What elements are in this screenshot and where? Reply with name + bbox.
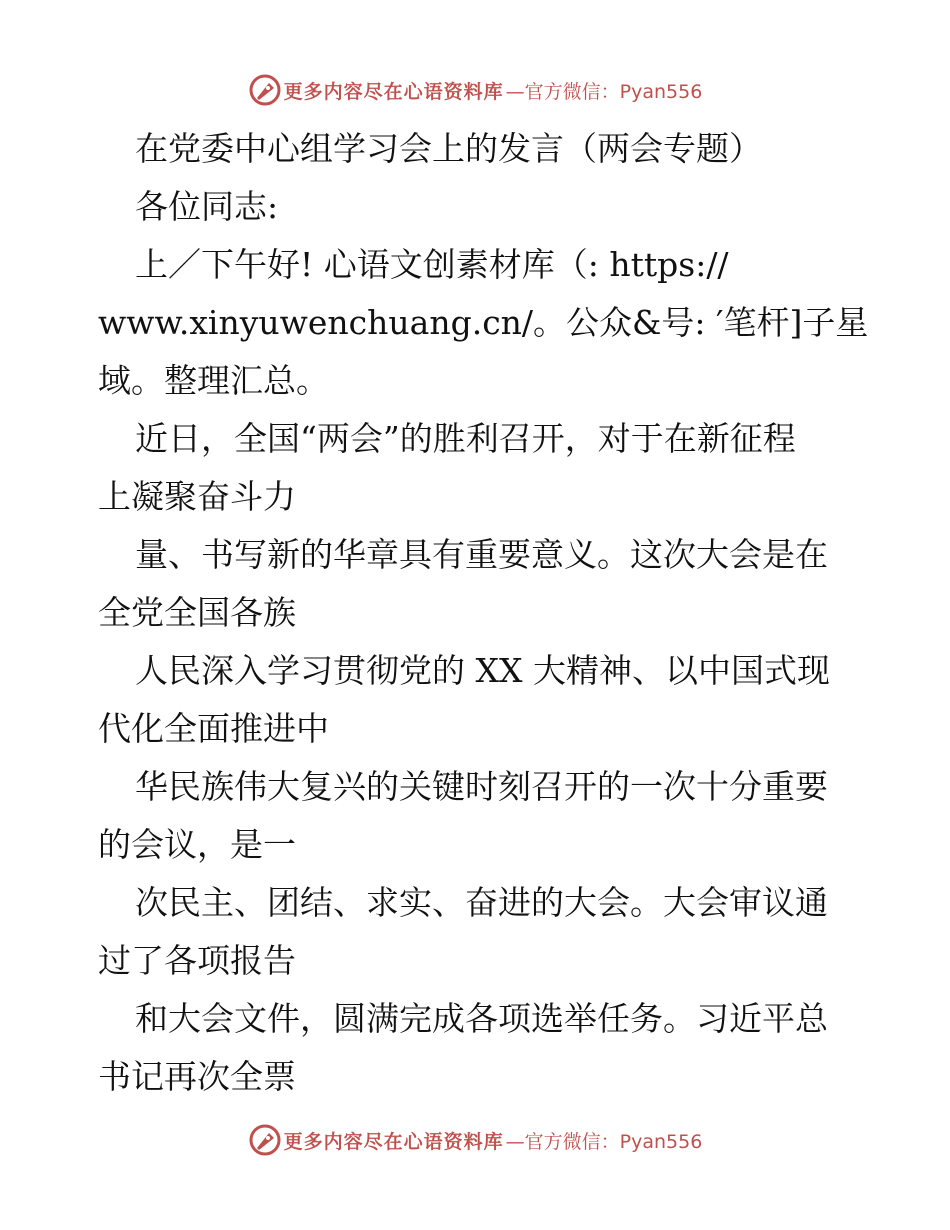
document-title: 在党委中心组学习会上的发言（两会专题） xyxy=(135,129,762,168)
paragraph-line: 人民深入学习贯彻党的 XX 大精神、以中国式现 xyxy=(135,651,830,690)
header-watermark xyxy=(0,70,950,110)
pen-nib-logo-icon xyxy=(248,1123,282,1157)
paragraph-line: 书记再次全票 xyxy=(98,1057,296,1096)
greeting: 各位同志: xyxy=(135,187,279,226)
paragraph-line: 次民主、团结、求实、奋进的大会。大会审议通 xyxy=(135,883,828,922)
paragraph-line: 过了各项报告 xyxy=(98,941,296,980)
watermark-brand-text: 更多内容尽在心语资料库 xyxy=(283,1130,504,1153)
paragraph-line: 全党全国各族 xyxy=(98,593,296,632)
intro-line: 域。整理汇总。 xyxy=(98,361,329,400)
intro-line: 上／下午好! 心语文创素材库（: https:// xyxy=(135,245,729,284)
pen-nib-logo-icon xyxy=(248,73,282,107)
paragraph-line: 上凝聚奋斗力 xyxy=(98,477,296,516)
paragraph-line: 近日，全国“两会”的胜利召开，对于在新征程 xyxy=(135,419,796,458)
paragraph-line: 的会议，是一 xyxy=(98,825,296,864)
paragraph-line: 量、书写新的华章具有重要意义。这次大会是在 xyxy=(135,535,828,574)
watermark-brand-text: 更多内容尽在心语资料库 xyxy=(283,80,504,103)
document-body xyxy=(98,120,869,1106)
paragraph-line: 华民族伟大复兴的关键时刻召开的一次十分重要 xyxy=(135,767,828,806)
intro-line: www.xinyuwenchuang.cn/。公众&号: ′笔杆]子星 xyxy=(98,303,869,342)
watermark-official-text: —官方微信：Pyan556 xyxy=(505,1130,703,1153)
paragraph-line: 代化全面推进中 xyxy=(98,709,329,748)
watermark-official-text: —官方微信：Pyan556 xyxy=(505,80,703,103)
paragraph-line: 和大会文件，圆满完成各项选举任务。习近平总 xyxy=(135,999,828,1038)
footer-watermark xyxy=(0,1120,950,1160)
